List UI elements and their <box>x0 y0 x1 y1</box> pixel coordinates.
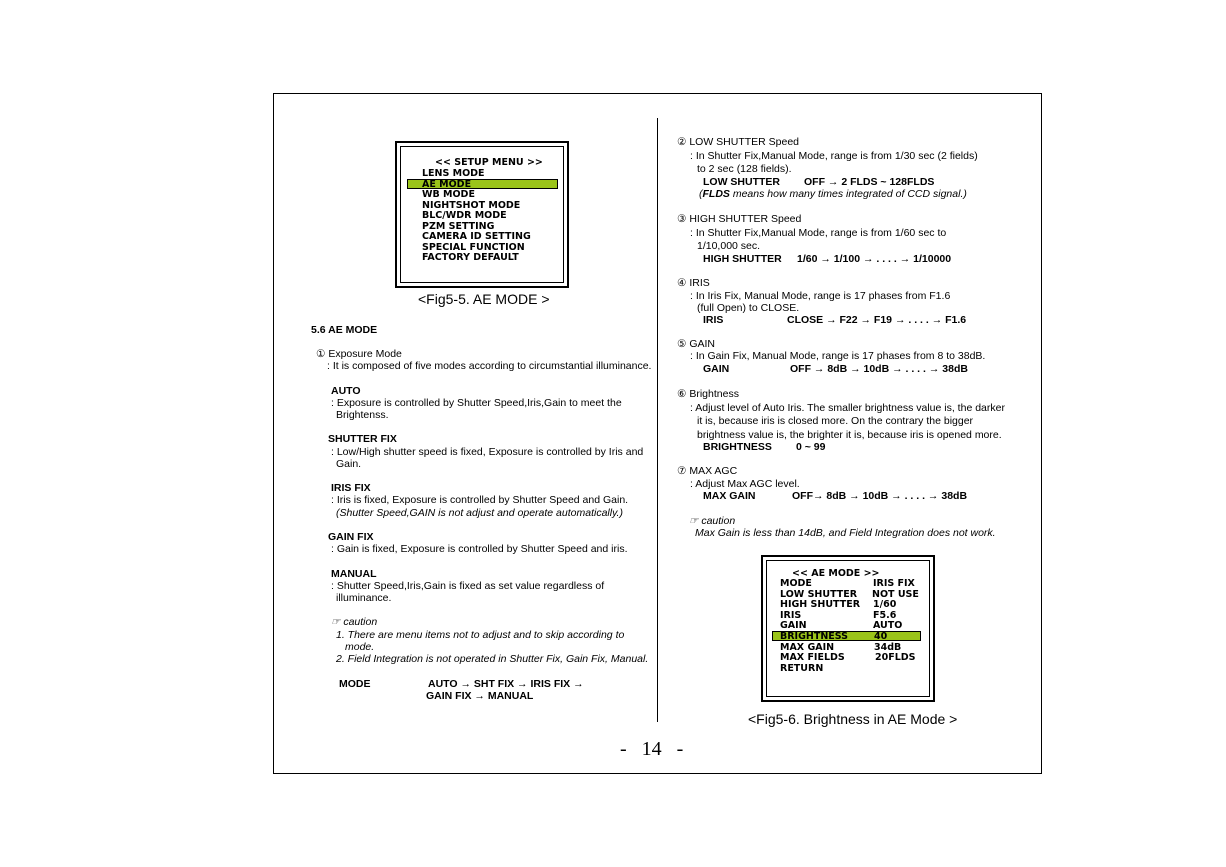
setup-menu-item: SPECIAL FUNCTION <box>422 242 525 253</box>
mode-sequence: GAIN FIX → MANUAL <box>426 690 534 702</box>
ae-menu-label: MODE <box>780 578 812 589</box>
iris-desc: : In Iris Fix, Manual Mode, range is 17 phases from F1.6 <box>690 290 951 302</box>
low-shutter-sequence: OFF → 2 FLDS ~ 128FLDS <box>804 176 935 188</box>
ae-menu-value: 20FLDS <box>875 652 916 663</box>
ae-menu-label: LOW SHUTTER <box>780 589 858 600</box>
low-shutter-note: (FLDS means how many times integrated of CCD signal.) <box>699 188 967 200</box>
ae-menu-value: 40 <box>874 631 888 642</box>
low-shutter-label: LOW SHUTTER <box>703 176 780 188</box>
setup-menu-title: << SETUP MENU >> <box>435 157 543 168</box>
brightness-heading: ⑥ Brightness <box>677 388 739 400</box>
page-number: - 14 - <box>620 738 684 760</box>
ae-menu-value: AUTO <box>873 620 903 631</box>
high-shutter-label: HIGH SHUTTER <box>703 253 782 265</box>
iris-heading: ④ IRIS <box>677 277 710 289</box>
section-title: 5.6 AE MODE <box>311 324 378 336</box>
low-shutter-desc: to 2 sec (128 fields). <box>697 163 792 175</box>
setup-menu-item: NIGHTSHOT MODE <box>422 200 521 211</box>
ae-menu-label: MAX FIELDS <box>780 652 845 663</box>
brightness-desc: brightness value is, the brighter it is, because iris is opened more. <box>697 429 1002 441</box>
ae-menu-value: F5.6 <box>873 610 897 621</box>
max-agc-desc: : Adjust Max AGC level. <box>690 478 800 490</box>
iris-fix-title: IRIS FIX <box>331 482 371 494</box>
right-caution-title: ☞ caution <box>689 515 736 527</box>
high-shutter-heading: ③ HIGH SHUTTER Speed <box>677 213 802 225</box>
max-gain-label: MAX GAIN <box>703 490 756 502</box>
iris-fix-note: (Shutter Speed,GAIN is not adjust and operate automatically.) <box>336 507 623 519</box>
gain-label: GAIN <box>703 363 730 375</box>
ae-menu-title: << AE MODE >> <box>792 568 880 579</box>
ae-menu-label: BRIGHTNESS <box>780 631 849 642</box>
ae-menu-label: IRIS <box>780 610 802 621</box>
gain-fix-desc: : Gain is fixed, Exposure is controlled by Shutter Speed and iris. <box>331 543 628 555</box>
high-shutter-desc: : In Shutter Fix,Manual Mode, range is from 1/60 sec to <box>690 227 947 239</box>
gain-heading: ⑤ GAIN <box>677 338 716 350</box>
setup-menu-item: CAMERA ID SETTING <box>422 231 531 242</box>
low-shutter-desc: : In Shutter Fix,Manual Mode, range is from 1/30 sec (2 fields) <box>690 150 978 162</box>
exposure-description: : It is composed of five modes according to circumstantial illuminance. <box>327 360 652 372</box>
ae-menu-value: 1/60 <box>873 599 897 610</box>
shutter-fix-desc: : Low/High shutter speed is fixed, Exposure is controlled by Iris and <box>331 446 644 458</box>
ae-menu-value: IRIS FIX <box>873 578 915 589</box>
caution-title: ☞ caution <box>331 616 378 628</box>
ae-menu-label: HIGH SHUTTER <box>780 599 861 610</box>
high-shutter-sequence: 1/60 → 1/100 → . . . . → 1/10000 <box>797 253 952 265</box>
fig-caption-brightness: <Fig5-6. Brightness in AE Mode > <box>748 711 958 727</box>
iris-sequence: CLOSE → F22 → F19 → . . . . → F1.6 <box>787 314 967 326</box>
setup-menu-item: LENS MODE <box>422 168 485 179</box>
auto-title: AUTO <box>331 385 361 397</box>
ae-menu-value: NOT USE <box>872 589 919 600</box>
mode-sequence: AUTO → SHT FIX → IRIS FIX → <box>428 678 584 690</box>
manual-title: MANUAL <box>331 568 377 580</box>
gain-sequence: OFF → 8dB → 10dB → . . . . → 38dB <box>790 363 968 375</box>
ae-menu-label: RETURN <box>780 663 824 674</box>
iris-label: IRIS <box>703 314 724 326</box>
setup-menu-item: BLC/WDR MODE <box>422 210 507 221</box>
ae-menu-label: GAIN <box>780 620 807 631</box>
ae-menu-label: MAX GAIN <box>780 642 835 653</box>
brightness-label: BRIGHTNESS <box>703 441 772 453</box>
mode-label: MODE <box>339 678 371 690</box>
fig-caption-ae-mode: <Fig5-5. AE MODE > <box>418 291 550 307</box>
manual-desc: : Shutter Speed,Iris,Gain is fixed as set value regardless of <box>331 580 605 592</box>
high-shutter-desc: 1/10,000 sec. <box>697 240 761 252</box>
auto-desc: Brightenss. <box>336 409 389 421</box>
iris-desc: (full Open) to CLOSE. <box>697 302 800 314</box>
auto-desc: : Exposure is controlled by Shutter Speed,Iris,Gain to meet the <box>331 397 622 409</box>
iris-fix-desc: : Iris is fixed, Exposure is controlled by Shutter Speed and Gain. <box>331 494 629 506</box>
low-shutter-heading: ② LOW SHUTTER Speed <box>677 136 800 148</box>
brightness-range: 0 ~ 99 <box>796 441 826 453</box>
ae-menu-value: 34dB <box>874 642 902 653</box>
caution-item: mode. <box>345 641 375 653</box>
brightness-desc: : Adjust level of Auto Iris. The smaller brightness value is, the darker <box>690 402 1005 414</box>
shutter-fix-desc: Gain. <box>336 458 362 470</box>
gain-desc: : In Gain Fix, Manual Mode, range is 17 phases from 8 to 38dB. <box>690 350 986 362</box>
caution-item: 2. Field Integration is not operated in Shutter Fix, Gain Fix, Manual. <box>336 653 649 665</box>
exposure-heading: ① Exposure Mode <box>316 348 402 360</box>
gain-fix-title: GAIN FIX <box>328 531 374 543</box>
caution-item: 1. There are menu items not to adjust and to skip according to <box>336 629 625 641</box>
manual-desc: illuminance. <box>336 592 392 604</box>
shutter-fix-title: SHUTTER FIX <box>328 433 397 445</box>
setup-menu-item: AE MODE <box>422 179 472 190</box>
column-divider <box>657 118 658 722</box>
brightness-desc: it is, because iris is closed more. On the contrary the bigger <box>697 415 974 427</box>
setup-menu-item: PZM SETTING <box>422 221 495 232</box>
setup-menu-item: FACTORY DEFAULT <box>422 252 519 263</box>
setup-menu-item: WB MODE <box>422 189 475 200</box>
right-caution-text: Max Gain is less than 14dB, and Field Integration does not work. <box>695 527 996 539</box>
max-gain-sequence: OFF→ 8dB → 10dB → . . . . → 38dB <box>792 490 968 502</box>
max-agc-heading: ⑦ MAX AGC <box>677 465 738 477</box>
